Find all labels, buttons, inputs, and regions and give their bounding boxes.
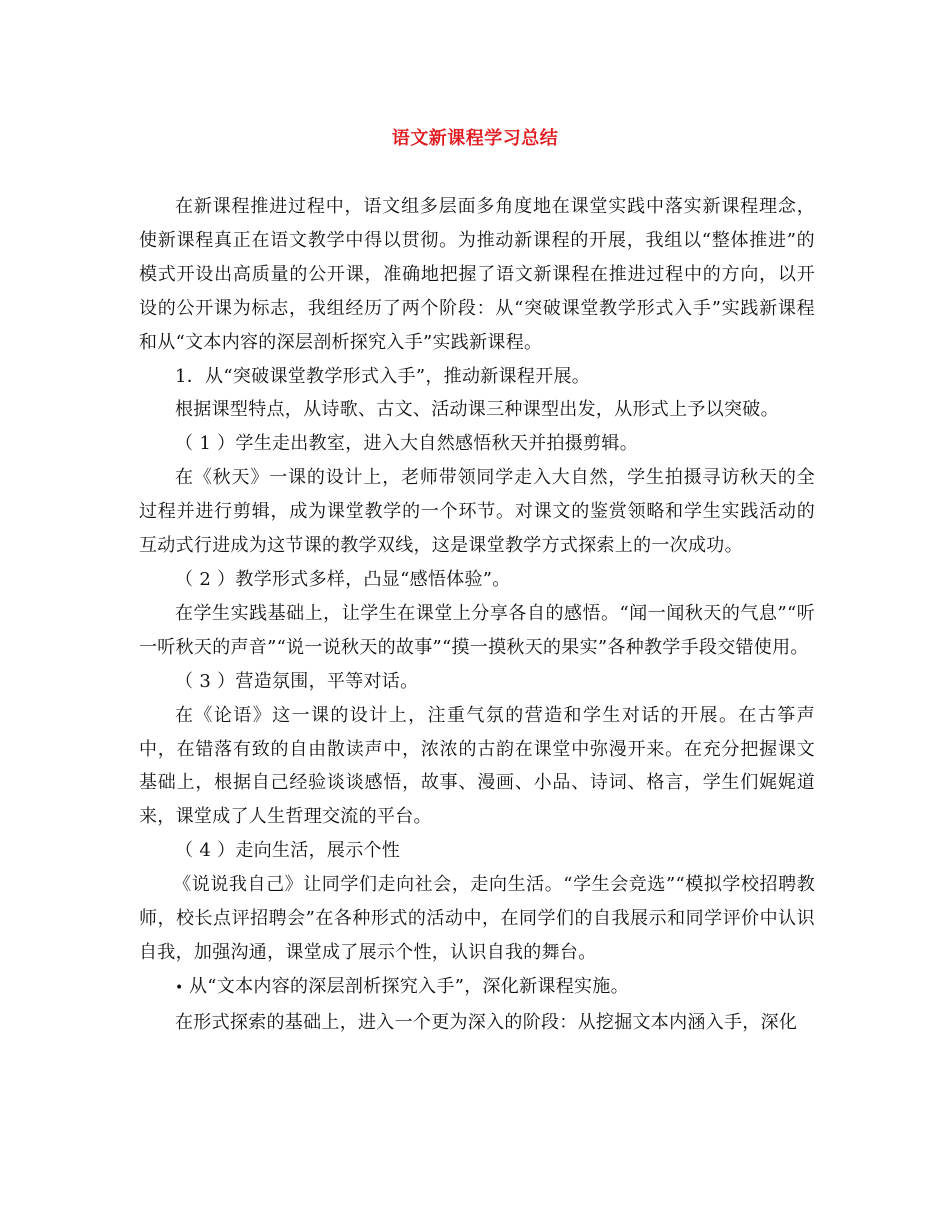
body-paragraph: 根据课型特点，从诗歌、古文、活动课三种课型出发，从形式上予以突破。 — [175, 399, 779, 421]
subheading-2: （ 2 ）教学形式多样，凸显“感悟体验”。 — [175, 568, 511, 590]
last-paragraph: 在形式探索的基础上，进入一个更为深入的阶段：从挖掘文本内涵入手，深化 — [175, 1011, 798, 1033]
subheading-4: （ 4 ）走向生活，展示个性 — [175, 840, 401, 862]
intro-paragraph: 在新课程推进过程中，语文组多层面多角度地在课堂实践中落实新课程理念，使新课程真正在语文教学中得以贯彻。为推动新课程的开展，我组以“整体推进”的模式开设出高质量的公开课，准确地把握了语文新课程在推进过程中的方向，以开设的公开课为标志，我组经历了两个阶段：从“突破课堂教学形式入手”实践新课程和从“文本内容的深层剖析探究入手”实践新课程。 — [139, 196, 815, 353]
bullet-marker: • — [175, 979, 184, 996]
document-body — [139, 190, 815, 1040]
bullet-text: 从“文本内容的深层剖析探究入手”，深化新课程实施。 — [189, 975, 629, 997]
document-title: 语文新课程学习总结 — [391, 128, 559, 149]
body-paragraph: 在《论语》这一课的设计上，注重气氛的营造和学生对话的开展。在古筝声中，在错落有致的自由散读声中，浓浓的古韵在课堂中弥漫开来。在充分把握课文基础上，根据自己经验谈谈感悟，故事、漫画、小品、诗词、格言，学生们娓娓道来，课堂成了人生哲理交流的平台。 — [139, 704, 815, 828]
subheading-3: （ 3 ）营造氛围，平等对话。 — [175, 670, 419, 692]
body-paragraph: 在学生实践基础上，让学生在课堂上分享各自的感悟。“闻一闻秋天的气息”“听一听秋天的声音”“说一说秋天的故事”“摸一摸秋天的果实”各种教学手段交错使用。 — [139, 602, 815, 658]
section-heading-1: 1．从“突破课堂教学形式入手”，推动新课程开展。 — [175, 365, 591, 387]
subheading-1: （ 1 ）学生走出教室，进入大自然感悟秋天并拍摄剪辑。 — [175, 433, 638, 455]
body-paragraph: 《说说我自己》让同学们走向社会，走向生活。“学生会竞选”“模拟学校招聘教师，校长点评招聘会”在各种形式的活动中，在同学们的自我展示和同学评价中认识自我，加强沟通，课堂成了展示个性，认识自我的舞台。 — [139, 874, 815, 963]
body-paragraph: 在《秋天》一课的设计上，老师带领同学走入大自然，学生拍摄寻访秋天的全过程并进行剪辑，成为课堂教学的一个环节。对课文的鉴赏领略和学生实践活动的互动式行进成为这节课的教学双线，这是课堂教学方式探索上的一次成功。 — [139, 467, 815, 557]
bullet-item — [139, 970, 815, 1006]
